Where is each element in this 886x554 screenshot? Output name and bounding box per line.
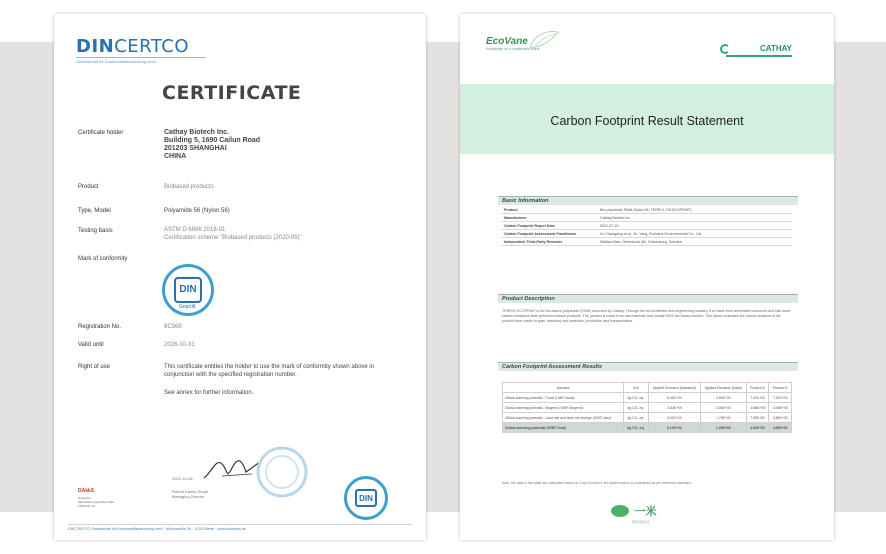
label-type-model: Type, Model [78,208,111,214]
holder-line-4: CHINA [164,153,187,160]
certificate-footer: DIN CERTCO Gesellschaft für Konformitätsbewertung mbH · Alboinstraße 56 · 12103 Berlin · www.dincertco.de [68,524,412,531]
din-mark-subtext: Geprüft [179,304,196,310]
signature-name: Robert Kaiser-Singh [172,489,209,494]
cathay-logo: CATHAY [759,44,792,53]
table-row: Independent Third-Party Reviewer Mattias Ahss, Greenhook AB, Gothenburg, Sweden [502,238,792,246]
statement-title: Carbon Footprint Result Statement [550,114,744,128]
valid-until-value: 2026-10-31 [164,342,195,348]
table-row: Product Bio-polyamide PA56 (Nylon 56, TERRYL-TM ECOPRINT) [502,206,792,214]
right-of-use-line-4: See annex for further information. [164,390,254,396]
dakks-sub: Deutsche Akkreditierungsstelle D-ZE-12026-01-00 [78,496,115,508]
registration-no-value: 8C568 [164,324,182,330]
table-row-total: Global warming potential (GWP-Total) kg CO₂ eq. 6.14E+00 1.02E+00 4.62E+00 4.68E+00 [503,423,792,433]
label-right-of-use: Right of use [78,364,111,370]
din-mark-box: DIN [174,277,202,303]
testing-basis-line-2: Certification scheme "Biobased products (2020-05)" [164,235,302,241]
signature-role: Managing Director [172,494,205,499]
right-of-use-line-1: This certificate entitles the holder to use the mark of conformity shown above in [164,364,375,370]
right-of-use-line-2: conjunction with the specified registration number. [164,372,297,378]
label-product: Product [78,184,99,190]
dakks-logo: DAkkS [78,488,95,494]
dincertco-logo: DINCERTCO [76,36,190,57]
label-certificate-holder: Certificate holder [78,130,124,136]
table-header-row: Indicator Unit Applied Emission (biobased) Applied Emission (fossil) Product A Product B [503,383,792,393]
cathay-underline [726,55,792,57]
certificate-page [54,14,426,540]
din-stamp-text: DIN [355,489,377,507]
table-row: Carbon Footprint Report Date 2021-07-15 [502,222,792,230]
label-mark-of-conformity: Mark of conformity [78,256,128,262]
label-testing-basis: Testing basis [78,228,113,234]
logo-tagline: Gesellschaft für Konformitätsbewertung mbH [76,57,206,64]
results-table [502,382,792,433]
ecovane-logo: EcoVane Knowledge for a sustainable world [486,36,539,51]
footer-logo: 一米 碳足迹认证 [610,502,656,525]
cathay-mark-icon [720,44,730,54]
type-model-value: Polyamide 56 (Nylon 56) [164,208,230,214]
holder-line-1: Cathay Biotech Inc. [164,129,229,136]
table-row: Global warming potential - Fossil (GWP-fossil) kg CO₂ eq. 8.46E+00 3.80E+00 7.51E+00 7.30E+00 [503,393,792,403]
table-row: Global warming potential - Biogenic (GWP-biogenic) kg CO₂ eq. -3.63E+00 3.80E+00 -5.58E+00 -3.58E+00 [503,403,792,413]
signature-date: 2022-10-28 [172,476,193,481]
table-row: Carbon Footprint Assessment Practitioner Xu Changqing et al., Dr. Yang, EcoVane Environmental Co., Ltd [502,230,792,238]
din-geprueft-mark [162,264,214,316]
carbon-statement-page [460,14,834,540]
product-description-heading: Product Description [498,294,798,303]
basic-info-table [502,206,792,246]
results-note: Note: the data in this table are calculated based on 1 kg of product; bio-based carbon is considered as per reference standard. [502,481,692,485]
watermark-stamp-icon [254,444,310,500]
certificate-title: CERTIFICATE [162,82,302,104]
product-value: Biobased products [164,184,214,190]
green-badge-icon [610,504,630,518]
table-row: Global warming potential - Land use and land use change (GWP-luluc) kg CO₂ eq. 6.91E+00 1.79E+00 7.89E+00 3.89E+00 [503,413,792,423]
product-description-text: TERRYL ECOPRINT is the bio-based polyamide (PA56) launched by Cathay. Through the bio-ecotextile and engineering industry, it is made from renewable resources and has lower carbon emissions than petroleum-based products. The product is made from raw materials that contain 50% bio-based content. This report evaluates the carbon footprint of the product from cradle to gate, including raw materials, production and transportation. [502,309,791,324]
holder-line-2: Building 5, 1690 Cailun Road [164,137,261,144]
table-row: Manufacturer Cathay Biotech Inc. [502,214,792,222]
signature-icon [202,454,262,484]
testing-basis-line-1: ASTM D 6866:2018-01 [164,227,226,233]
results-heading: Carbon Footprint Assessment Results [498,362,798,371]
label-registration-no: Registration No. [78,324,122,330]
din-stamp-icon [344,476,388,520]
leaf-icon [526,30,560,50]
holder-line-3: 201203 SHANGHAI [164,145,227,152]
basic-info-heading: Basic Information [498,196,798,205]
label-valid-until: Valid until [78,342,104,348]
